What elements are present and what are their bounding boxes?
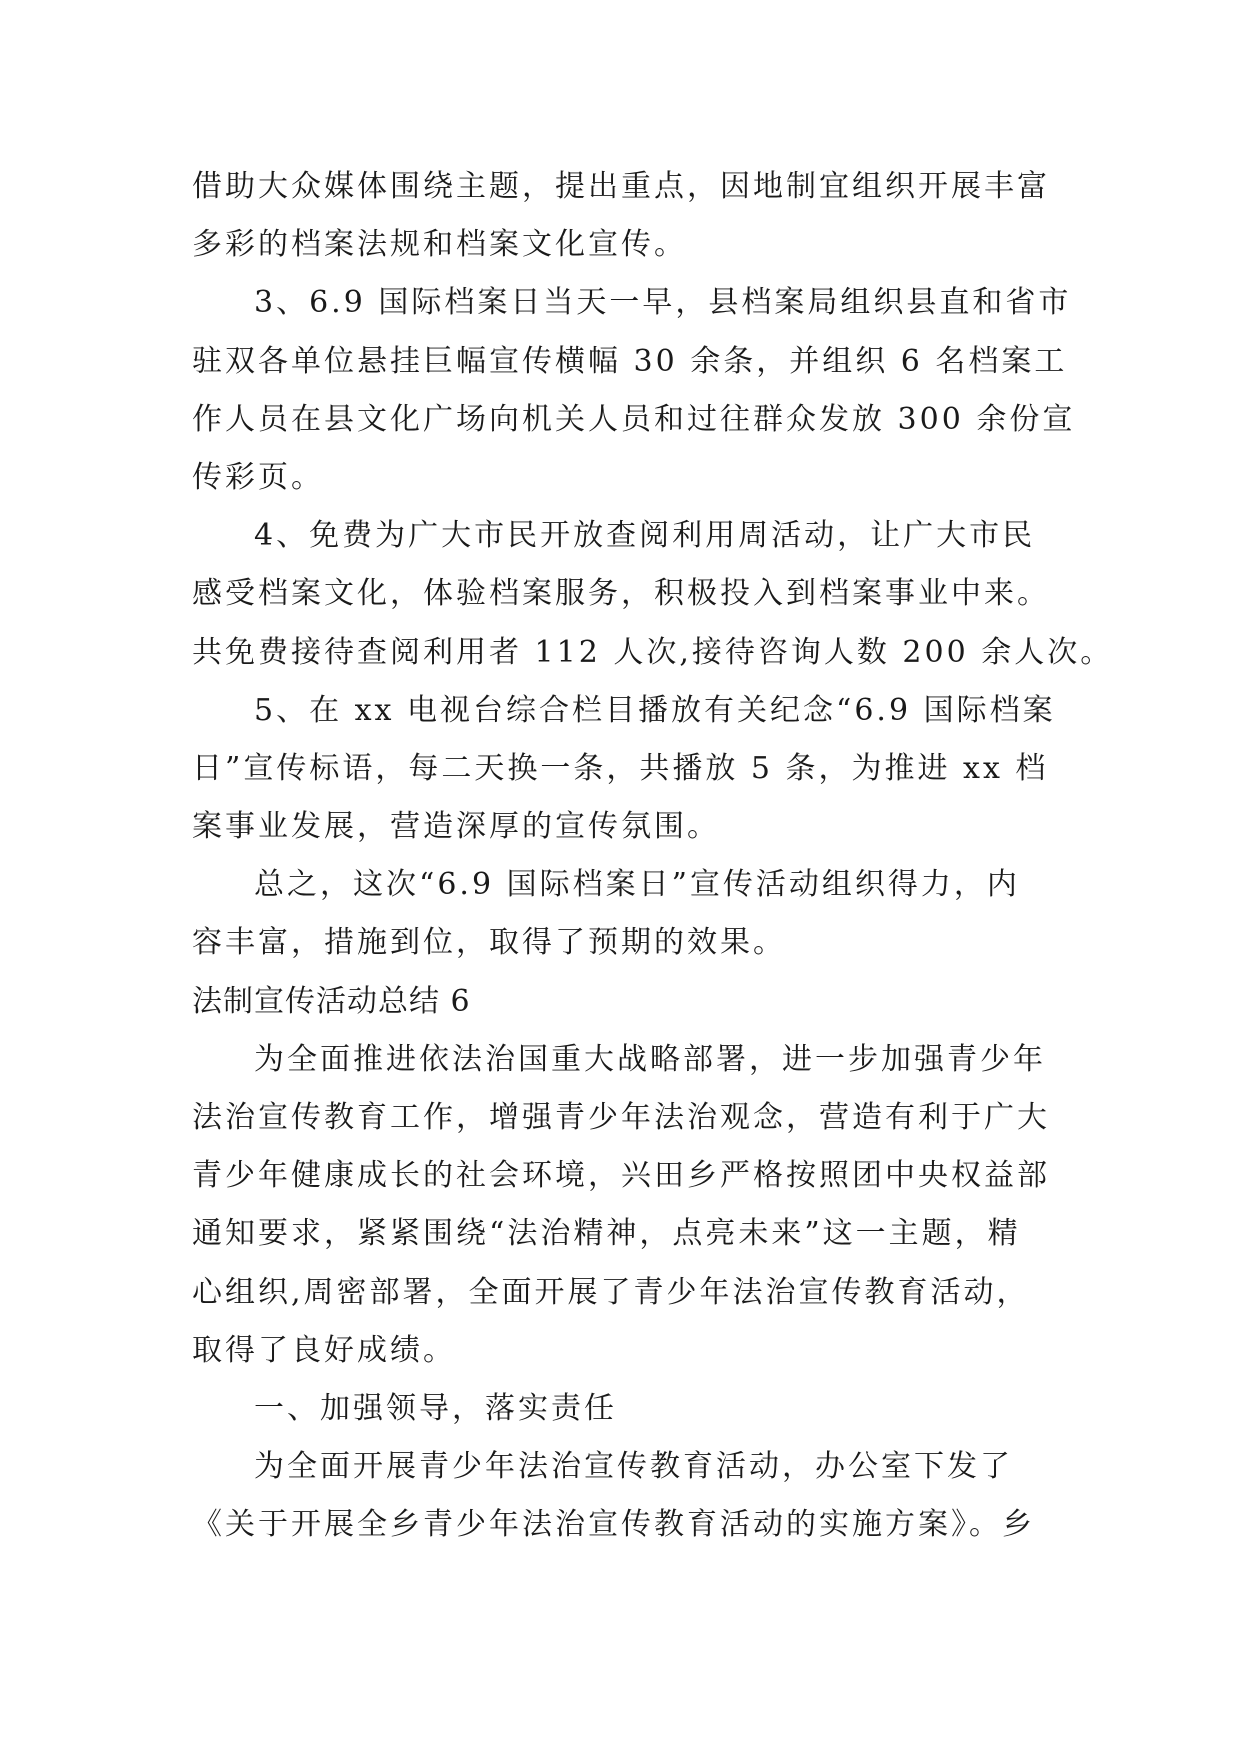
text-line: 共免费接待查阅利用者 112 人次,接待咨询人数 200 余人次。: [192, 634, 1114, 670]
text-line: 总之，这次“6.9 国际档案日”宣传活动组织得力，内: [254, 867, 1020, 903]
text-line: 取得了良好成绩。: [192, 1332, 456, 1368]
section-heading: 法制宣传活动总结 6: [192, 983, 471, 1019]
text-line: 4、免费为广大市民开放查阅利用周活动，让广大市民: [254, 518, 1036, 554]
text-line: 作人员在县文化广场向机关人员和过往群众发放 300 余份宣: [192, 401, 1076, 437]
text-line: 《关于开展全乡青少年法治宣传教育活动的实施方案》。乡: [192, 1507, 1035, 1543]
text-line: 法治宣传教育工作，增强青少年法治观念，营造有利于广大: [192, 1100, 1050, 1135]
text-line: 为全面开展青少年法治宣传教育活动，办公室下发了: [254, 1449, 1013, 1485]
text-line: 借助大众媒体围绕主题，提出重点，因地制宜组织开展丰富: [192, 169, 1050, 204]
text-line: 5、在 xx 电视台综合栏目播放有关纪念“6.9 国际档案: [254, 692, 1056, 728]
text-line: 感受档案文化，体验档案服务，积极投入到档案事业中来。: [192, 576, 1050, 612]
text-line: 日”宣传标语，每二天换一条，共播放 5 条，为推进 xx 档: [192, 750, 1049, 786]
text-line: 一、加强领导，落实责任: [254, 1390, 617, 1426]
text-line: 通知要求，紧紧围绕“法治精神，点亮未来”这一主题，精: [192, 1216, 1021, 1252]
text-line: 为全面推进依法治国重大战略部署，进一步加强青少年: [254, 1041, 1046, 1077]
text-line: 容丰富，措施到位，取得了预期的效果。: [192, 925, 786, 961]
text-line: 心组织,周密部署，全面开展了青少年法治宣传教育活动，: [192, 1274, 1030, 1310]
text-line: 青少年健康成长的社会环境，兴田乡严格按照团中央权益部: [192, 1158, 1050, 1194]
text-line: 3、6.9 国际档案日当天一早，县档案局组织县直和省市: [254, 285, 1072, 321]
text-line: 传彩页。: [192, 459, 324, 495]
document-body: [192, 158, 1114, 1555]
text-line: 驻双各单位悬挂巨幅宣传横幅 30 余条，并组织 6 名档案工: [192, 343, 1068, 379]
text-line: 多彩的档案法规和档案文化宣传。: [192, 227, 687, 263]
text-line: 案事业发展，营造深厚的宣传氛围。: [192, 809, 720, 845]
